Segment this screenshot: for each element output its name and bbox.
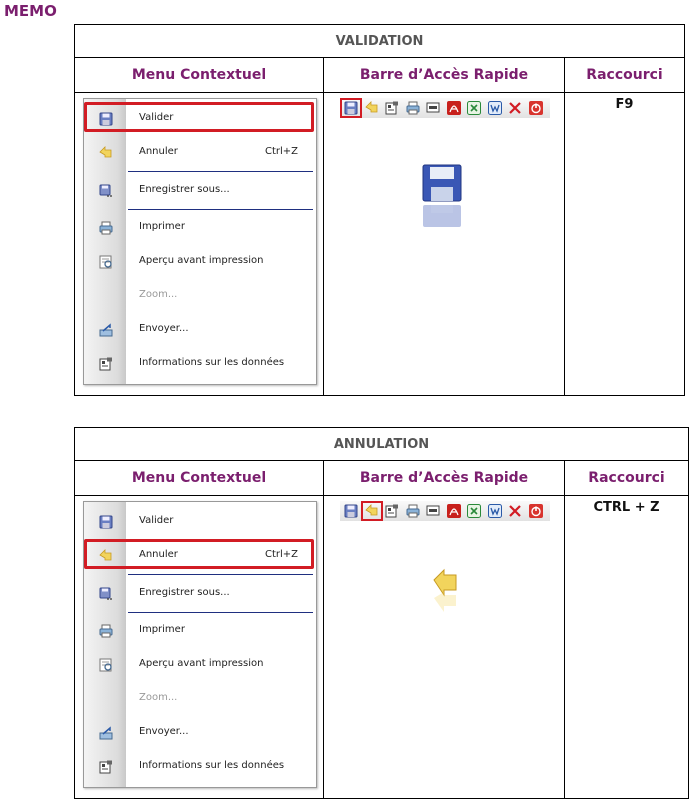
memo-title: MEMO (4, 2, 57, 20)
send-icon (99, 323, 113, 337)
menu-item-imprimer[interactable] (84, 616, 316, 646)
undo-icon[interactable] (365, 101, 379, 115)
print-icon[interactable] (406, 101, 420, 115)
col-shortcut-header: Raccourci (565, 58, 685, 93)
menu-item-label: Enregistrer sous... (139, 184, 230, 195)
power-icon[interactable] (529, 504, 543, 518)
menu-item-envoyer[interactable] (84, 315, 316, 345)
menu-item-shortcut: Ctrl+Z (264, 146, 298, 157)
word-icon[interactable] (488, 504, 502, 518)
undo-icon (99, 146, 113, 160)
quick-access-toolbar (340, 501, 550, 521)
data-info-icon[interactable] (385, 504, 399, 518)
menu-item-label: Envoyer... (139, 323, 189, 334)
annulation-table (74, 427, 689, 799)
save-icon[interactable] (344, 504, 358, 518)
menu-item-label: Informations sur les données (139, 357, 285, 368)
quick-access-toolbar (340, 98, 550, 118)
menu-item-label: Annuler (139, 549, 178, 560)
context-menu (83, 98, 317, 385)
pdf-icon[interactable] (447, 504, 461, 518)
menu-separator (128, 574, 313, 575)
menu-item-zoom (84, 281, 316, 311)
menu-item-aperçu-avant-impression[interactable] (84, 247, 316, 277)
menu-item-shortcut: Ctrl+Z (264, 549, 298, 560)
power-icon[interactable] (529, 101, 543, 115)
section-title: VALIDATION (75, 25, 685, 58)
save-icon (99, 515, 113, 529)
menu-separator (128, 209, 313, 210)
validation-table (74, 24, 685, 396)
save-as-icon (99, 587, 113, 601)
col-shortcut-header: Raccourci (565, 461, 689, 496)
excel-icon[interactable] (467, 101, 481, 115)
screen-icon[interactable] (426, 504, 440, 518)
context-menu (83, 501, 317, 788)
undo-icon-large (428, 566, 462, 616)
menu-item-valider[interactable] (84, 507, 316, 537)
toolbar-highlight-frame (361, 501, 383, 521)
toolbar-highlight-frame (340, 98, 362, 118)
menu-item-informations-sur-les-données[interactable] (84, 752, 316, 782)
print-preview-icon (99, 658, 113, 672)
word-icon[interactable] (488, 101, 502, 115)
menu-item-label: Imprimer (139, 221, 185, 232)
menu-item-label: Enregistrer sous... (139, 587, 230, 598)
print-icon (99, 624, 113, 638)
highlight-frame (84, 539, 314, 569)
data-info-icon[interactable] (385, 101, 399, 115)
col-menu-header: Menu Contextuel (75, 58, 324, 93)
save-icon-large (421, 163, 463, 233)
section-title: ANNULATION (75, 428, 689, 461)
menu-item-imprimer[interactable] (84, 213, 316, 243)
shortcut-value: CTRL + Z (565, 496, 689, 799)
menu-item-label: Valider (139, 112, 174, 123)
menu-item-label: Informations sur les données (139, 760, 285, 771)
close-icon[interactable] (508, 101, 522, 115)
print-icon[interactable] (406, 504, 420, 518)
menu-item-label: Envoyer... (139, 726, 189, 737)
menu-item-informations-sur-les-données[interactable] (84, 349, 316, 379)
col-menu-header: Menu Contextuel (75, 461, 324, 496)
menu-item-envoyer[interactable] (84, 718, 316, 748)
menu-separator (128, 171, 313, 172)
menu-item-label: Aperçu avant impression (139, 658, 264, 669)
save-as-icon (99, 184, 113, 198)
menu-item-aperçu-avant-impression[interactable] (84, 650, 316, 680)
menu-item-label: Zoom... (139, 289, 178, 300)
menu-item-label: Annuler (139, 146, 178, 157)
send-icon (99, 726, 113, 740)
excel-icon[interactable] (467, 504, 481, 518)
print-icon (99, 221, 113, 235)
menu-item-zoom (84, 684, 316, 714)
shortcut-value: F9 (565, 93, 685, 396)
menu-item-label: Zoom... (139, 692, 178, 703)
highlight-frame (84, 102, 314, 132)
print-preview-icon (99, 255, 113, 269)
menu-item-label: Imprimer (139, 624, 185, 635)
screen-icon[interactable] (426, 101, 440, 115)
menu-item-label: Valider (139, 515, 174, 526)
col-toolbar-header: Barre d’Accès Rapide (324, 58, 565, 93)
data-info-icon (99, 357, 113, 371)
menu-item-enregistrer-sous[interactable] (84, 176, 316, 206)
menu-item-annuler[interactable] (84, 138, 316, 168)
menu-item-enregistrer-sous[interactable] (84, 579, 316, 609)
menu-separator (128, 612, 313, 613)
close-icon[interactable] (508, 504, 522, 518)
pdf-icon[interactable] (447, 101, 461, 115)
col-toolbar-header: Barre d’Accès Rapide (324, 461, 565, 496)
menu-item-label: Aperçu avant impression (139, 255, 264, 266)
data-info-icon (99, 760, 113, 774)
